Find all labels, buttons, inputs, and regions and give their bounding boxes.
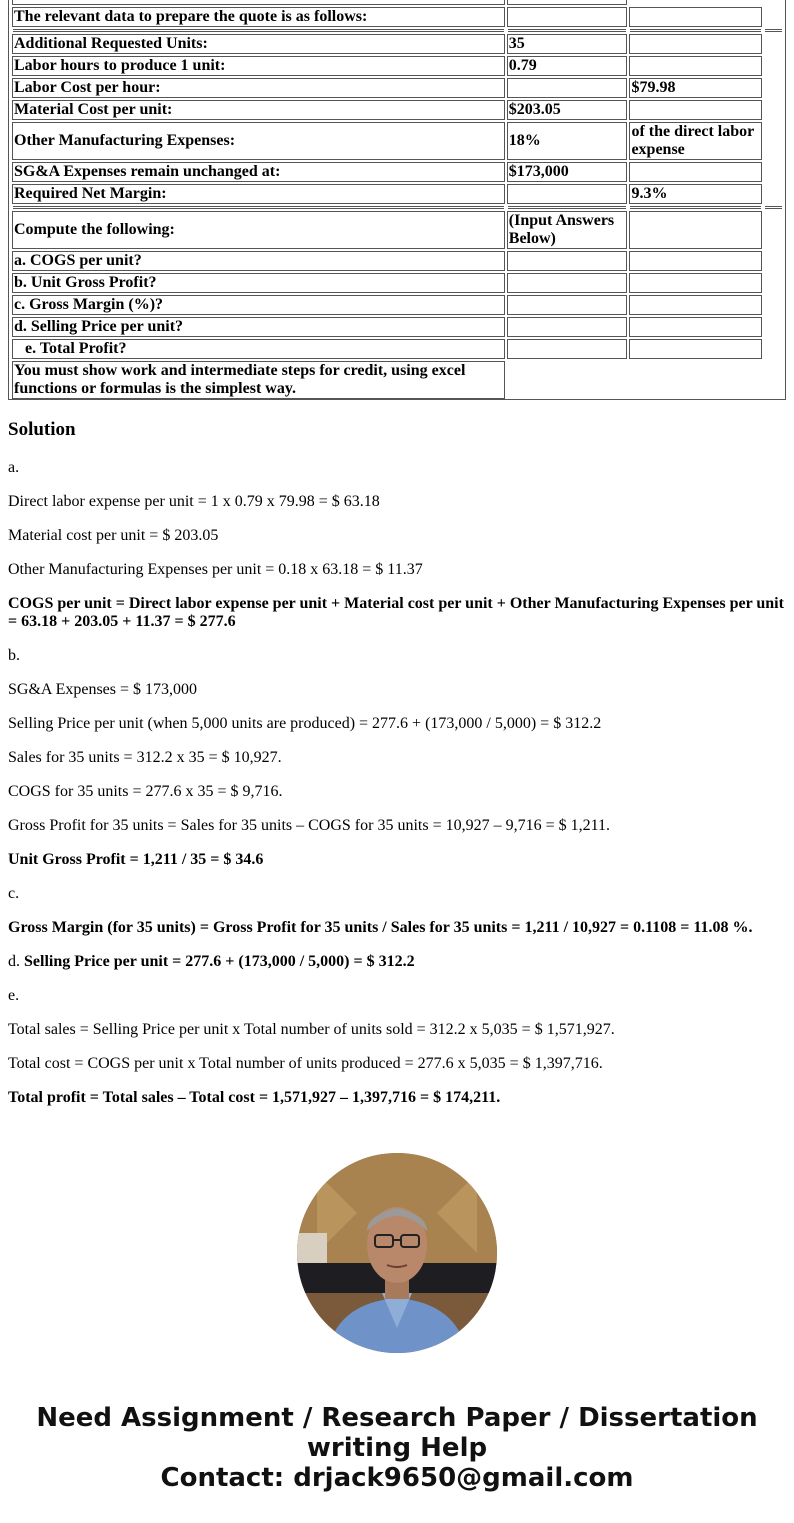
table-row: Labor hours to produce 1 unit: 0.79 [12, 56, 783, 76]
question-row: c. Gross Margin (%)? [12, 295, 783, 315]
table-row: Other Manufacturing Expenses: 18% of the direct labor expense [12, 122, 783, 160]
part-e-label: e. [8, 987, 20, 1004]
contact-banner [0, 1403, 794, 1493]
table-row: Required Net Margin: 9.3% [12, 184, 783, 204]
solution-line: Unit Gross Profit = 1,211 / 35 = $ 34.6 [8, 851, 264, 868]
solution-line: COGS per unit = Direct labor expense per unit + Material cost per unit + Other Manufacturing Expenses per unit = 63.18 + 203.05 + 11.37 = $ 277.6 [8, 595, 784, 630]
solution-line: Gross Profit for 35 units = Sales for 35 units – COGS for 35 units = 10,927 – 9,716 = $ 1,211. [8, 817, 611, 834]
quote-data-table [8, 0, 786, 400]
author-avatar [297, 1153, 497, 1353]
avatar-photo [297, 1153, 497, 1353]
table-row: SG&A Expenses remain unchanged at: $173,000 [12, 162, 783, 182]
table-intro: The relevant data to prepare the quote is as follows: [12, 7, 505, 27]
table-row: Labor Cost per hour: $79.98 [12, 78, 783, 98]
compute-label: Compute the following: [12, 211, 505, 249]
solution-section [8, 410, 786, 1106]
solution-line: Selling Price per unit (when 5,000 units are produced) = 277.6 + (173,000 / 5,000) = $ 312.2 [8, 715, 602, 732]
instruction-text: You must show work and intermediate steps for credit, using excel functions or formulas is the simplest way. [12, 361, 505, 399]
solution-line: Total cost = COGS per unit x Total number of units produced = 277.6 x 5,035 = $ 1,397,716. [8, 1055, 603, 1072]
table-row: Additional Requested Units: 35 [12, 34, 783, 54]
solution-line: Sales for 35 units = 312.2 x 35 = $ 10,927. [8, 749, 282, 766]
compute-note: (Input Answers Below) [507, 211, 628, 249]
footer-line: writing Help [306, 1433, 488, 1463]
question-row: b. Unit Gross Profit? [12, 273, 783, 293]
solution-line: Selling Price per unit = 277.6 + (173,000 / 5,000) = $ 312.2 [24, 953, 415, 970]
part-b-label: b. [8, 647, 20, 664]
solution-line: Total sales = Selling Price per unit x Total number of units sold = 312.2 x 5,035 = $ 1,571,927. [8, 1021, 615, 1038]
part-d-line [8, 953, 786, 971]
part-c-label: c. [8, 885, 20, 902]
question-row: a. COGS per unit? [12, 251, 783, 271]
question-row: e. Total Profit? [12, 339, 783, 359]
part-d-label: d. [8, 953, 20, 970]
table-row: Material Cost per unit: $203.05 [12, 100, 783, 120]
solution-line: Gross Margin (for 35 units) = Gross Profit for 35 units / Sales for 35 units = 1,211 / 10,927 = 0.1108 = 11.08 %. [8, 919, 753, 936]
table-row [12, 211, 783, 249]
solution-line: Total profit = Total sales – Total cost = 1,571,927 – 1,397,716 = $ 174,211. [8, 1089, 501, 1106]
question-row: d. Selling Price per unit? [12, 317, 783, 337]
solution-line: SG&A Expenses = $ 173,000 [8, 681, 198, 698]
part-a-label: a. [8, 459, 20, 476]
solution-line: COGS for 35 units = 277.6 x 35 = $ 9,716. [8, 783, 283, 800]
solution-heading: Solution [8, 419, 76, 440]
footer-line: Need Assignment / Research Paper / Dissertation [36, 1403, 758, 1433]
solution-line: Direct labor expense per unit = 1 x 0.79 x 79.98 = $ 63.18 [8, 493, 380, 510]
solution-line: Material cost per unit = $ 203.05 [8, 527, 219, 544]
solution-line: Other Manufacturing Expenses per unit = 0.18 x 63.18 = $ 11.37 [8, 561, 423, 578]
footer-contact[interactable]: Contact: drjack9650@gmail.com [160, 1463, 634, 1493]
